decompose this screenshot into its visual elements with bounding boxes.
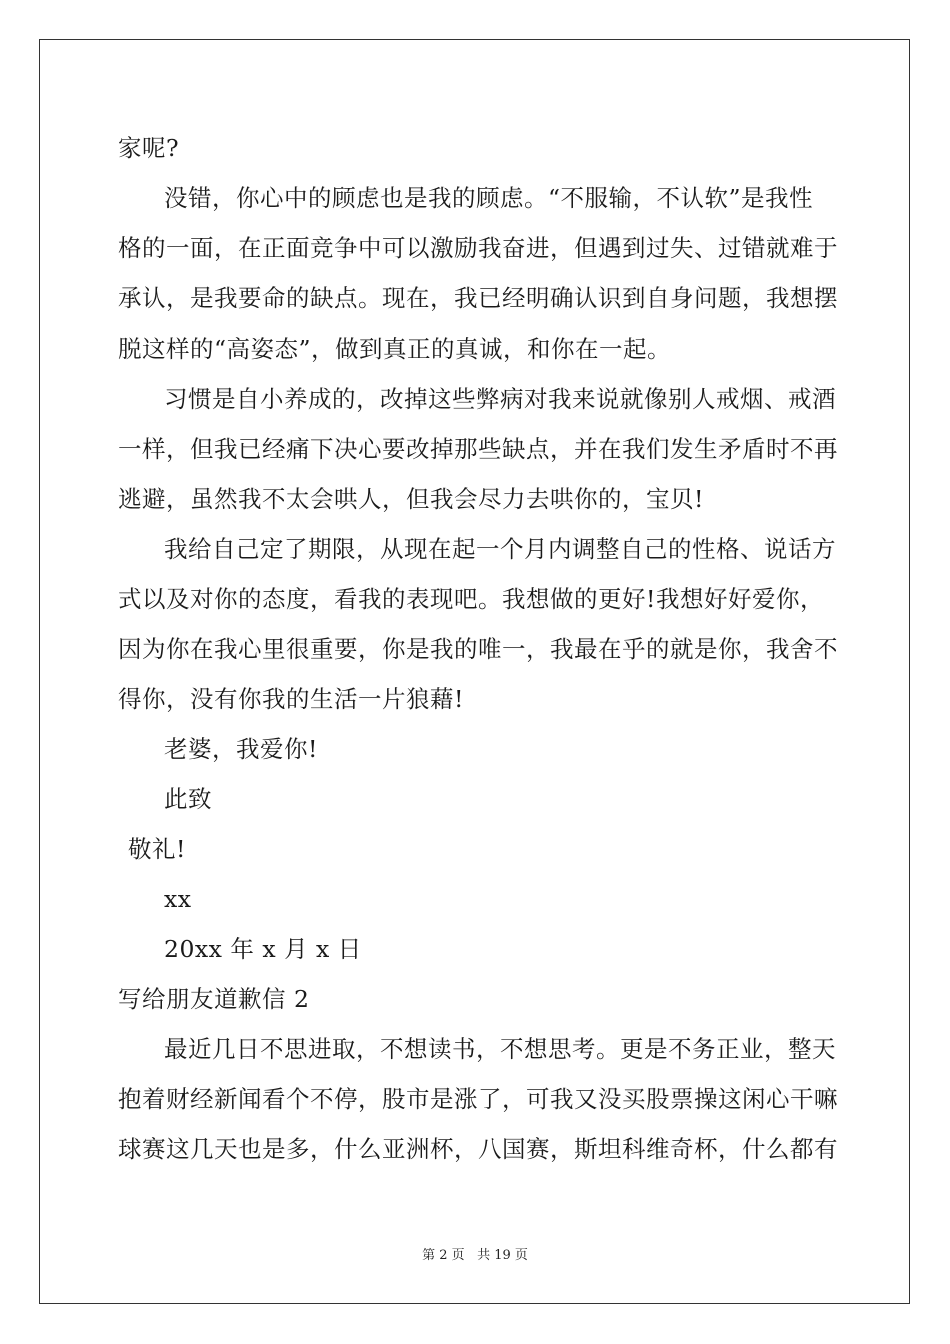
text-line: 家呢?: [118, 134, 180, 162]
paragraph-start: 习惯是自小养成的，改掉这些弊病对我来说就像别人戒烟、戒酒: [164, 385, 836, 413]
text-line: 抱着财经新闻看个不停，股市是涨了，可我又没买股票操这闲心干嘛: [118, 1085, 838, 1113]
closing-line: 老婆，我爱你!: [164, 735, 318, 763]
text-line: 承认，是我要命的缺点。现在，我已经明确认识到自身问题，我想摆: [118, 284, 838, 312]
date-line: 20xx 年 x 月 x 日: [164, 935, 362, 963]
text-line: 式以及对你的态度，看我的表现吧。我想做的更好!我想好好爱你，: [118, 585, 824, 613]
text-line: 得你，没有你我的生活一片狼藉!: [118, 685, 464, 713]
paragraph-start: 没错，你心中的顾虑也是我的顾虑。“不服输，不认软”是我性: [164, 184, 814, 212]
text-line: 格的一面，在正面竞争中可以激励我奋进，但遇到过失、过错就难于: [118, 234, 838, 262]
page-footer: [0, 1248, 950, 1264]
salutation: 敬礼!: [128, 835, 186, 863]
section-title: 写给朋友道歉信 2: [118, 985, 310, 1013]
page-total: 共 19 页: [477, 1248, 528, 1263]
text-line: 球赛这几天也是多，什么亚洲杯，八国赛，斯坦科维奇杯，什么都有: [118, 1135, 838, 1163]
paragraph-start: 我给自己定了期限，从现在起一个月内调整自己的性格、说话方: [164, 535, 836, 563]
text-line: 脱这样的“高姿态”，做到真正的真诚，和你在一起。: [118, 335, 672, 363]
signature: xx: [164, 885, 192, 913]
closing-phrase: 此致: [164, 785, 212, 813]
page-border: [39, 39, 910, 1304]
text-line: 因为你在我心里很重要，你是我的唯一，我最在乎的就是你，我舍不: [118, 635, 838, 663]
text-line: 一样，但我已经痛下决心要改掉那些缺点，并在我们发生矛盾时不再: [118, 435, 838, 463]
paragraph-start: 最近几日不思进取，不想读书，不想思考。更是不务正业，整天: [164, 1035, 836, 1063]
page-number: 第 2 页: [422, 1248, 465, 1263]
text-line: 逃避，虽然我不太会哄人，但我会尽力去哄你的，宝贝!: [118, 485, 704, 513]
